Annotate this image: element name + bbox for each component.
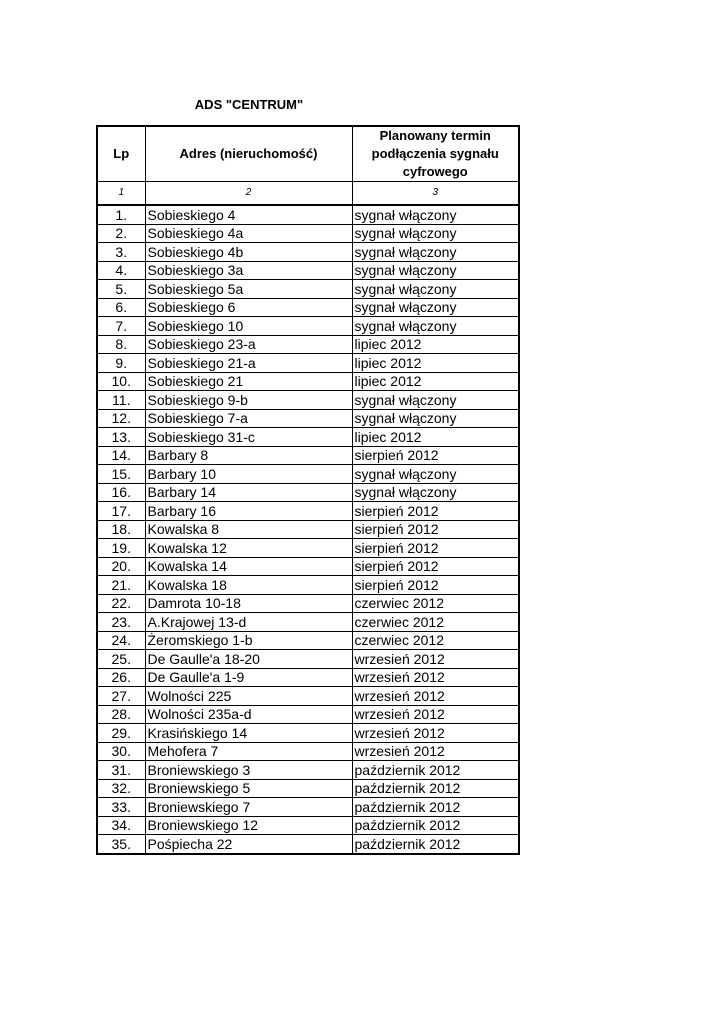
row-number: 34. (97, 816, 145, 835)
row-address: Sobieskiego 6 (145, 298, 352, 317)
table-row (97, 742, 519, 761)
column-number-row (97, 182, 519, 206)
table-row (97, 502, 519, 521)
table-row (97, 446, 519, 465)
table-row (97, 317, 519, 336)
table-row (97, 613, 519, 632)
row-term: sygnał włączony (352, 483, 519, 502)
row-address: Sobieskiego 9-b (145, 391, 352, 410)
row-number: 1. (97, 205, 145, 224)
table-row (97, 779, 519, 798)
row-number: 15. (97, 465, 145, 484)
row-number: 10. (97, 372, 145, 391)
row-term: wrzesień 2012 (352, 705, 519, 724)
row-address: Sobieskiego 21-a (145, 354, 352, 373)
row-number: 13. (97, 428, 145, 447)
table-row (97, 705, 519, 724)
row-number: 3. (97, 243, 145, 262)
row-number: 2. (97, 224, 145, 243)
table-row (97, 631, 519, 650)
row-term: wrzesień 2012 (352, 650, 519, 669)
table-row (97, 724, 519, 743)
row-address: Kowalska 14 (145, 557, 352, 576)
row-term: sygnał włączony (352, 409, 519, 428)
row-address: Sobieskiego 7-a (145, 409, 352, 428)
row-term: czerwiec 2012 (352, 594, 519, 613)
row-term: lipiec 2012 (352, 372, 519, 391)
row-number: 22. (97, 594, 145, 613)
table-row (97, 539, 519, 558)
row-number: 4. (97, 261, 145, 280)
row-number: 26. (97, 668, 145, 687)
table-row (97, 576, 519, 595)
row-address: Wolności 235a-d (145, 705, 352, 724)
table-row (97, 261, 519, 280)
column-number: 3 (352, 182, 519, 206)
table-row (97, 391, 519, 410)
row-address: De Gaulle'a 18-20 (145, 650, 352, 669)
row-term: sierpień 2012 (352, 576, 519, 595)
row-address: Sobieskiego 5a (145, 280, 352, 299)
row-address: Barbary 14 (145, 483, 352, 502)
row-term: wrzesień 2012 (352, 724, 519, 743)
row-number: 31. (97, 761, 145, 780)
row-term: czerwiec 2012 (352, 631, 519, 650)
table-row (97, 798, 519, 817)
row-number: 32. (97, 779, 145, 798)
row-number: 19. (97, 539, 145, 558)
table-row (97, 594, 519, 613)
row-term: sygnał włączony (352, 298, 519, 317)
row-number: 14. (97, 446, 145, 465)
row-number: 20. (97, 557, 145, 576)
row-number: 16. (97, 483, 145, 502)
row-term: sygnał włączony (352, 317, 519, 336)
row-number: 7. (97, 317, 145, 336)
row-address: Barbary 8 (145, 446, 352, 465)
header-lp: Lp (97, 126, 145, 182)
row-term: październik 2012 (352, 761, 519, 780)
row-term: lipiec 2012 (352, 354, 519, 373)
table-row (97, 280, 519, 299)
row-address: Broniewskiego 3 (145, 761, 352, 780)
table-row (97, 205, 519, 224)
row-number: 9. (97, 354, 145, 373)
row-term: sierpień 2012 (352, 502, 519, 521)
row-term: sygnał włączony (352, 205, 519, 224)
row-number: 23. (97, 613, 145, 632)
row-term: lipiec 2012 (352, 335, 519, 354)
table-row (97, 761, 519, 780)
page-title: ADS "CENTRUM" (194, 97, 304, 112)
row-term: sierpień 2012 (352, 557, 519, 576)
row-address: Sobieskiego 21 (145, 372, 352, 391)
row-term: sygnał włączony (352, 224, 519, 243)
row-number: 18. (97, 520, 145, 539)
table-row (97, 483, 519, 502)
row-address: Sobieskiego 10 (145, 317, 352, 336)
table-row (97, 668, 519, 687)
table-row (97, 557, 519, 576)
row-address: Broniewskiego 7 (145, 798, 352, 817)
row-term: wrzesień 2012 (352, 668, 519, 687)
table-row (97, 428, 519, 447)
row-term: sygnał włączony (352, 261, 519, 280)
row-number: 25. (97, 650, 145, 669)
row-address: Sobieskiego 23-a (145, 335, 352, 354)
table-row (97, 298, 519, 317)
table-row (97, 224, 519, 243)
row-number: 6. (97, 298, 145, 317)
row-number: 24. (97, 631, 145, 650)
table-row (97, 465, 519, 484)
row-address: Sobieskiego 31-c (145, 428, 352, 447)
row-term: październik 2012 (352, 779, 519, 798)
row-term: sygnał włączony (352, 243, 519, 262)
header-term: Planowany termin podłączenia sygnału cyfrowego (352, 126, 519, 182)
row-term: sygnał włączony (352, 391, 519, 410)
row-number: 27. (97, 687, 145, 706)
table-row (97, 520, 519, 539)
table-row (97, 409, 519, 428)
table-row (97, 835, 519, 854)
row-number: 28. (97, 705, 145, 724)
row-address: Barbary 10 (145, 465, 352, 484)
row-address: De Gaulle'a 1-9 (145, 668, 352, 687)
header-address: Adres (nieruchomość) (145, 126, 352, 182)
column-number: 2 (145, 182, 352, 206)
row-term: wrzesień 2012 (352, 687, 519, 706)
row-address: Sobieskiego 4b (145, 243, 352, 262)
row-term: październik 2012 (352, 798, 519, 817)
row-address: Sobieskiego 4 (145, 205, 352, 224)
row-term: czerwiec 2012 (352, 613, 519, 632)
table-row (97, 650, 519, 669)
row-number: 12. (97, 409, 145, 428)
row-number: 35. (97, 835, 145, 854)
row-term: sierpień 2012 (352, 520, 519, 539)
row-address: Damrota 10-18 (145, 594, 352, 613)
table-row (97, 372, 519, 391)
row-number: 5. (97, 280, 145, 299)
row-address: Mehofera 7 (145, 742, 352, 761)
table-row (97, 816, 519, 835)
row-address: Kowalska 12 (145, 539, 352, 558)
row-number: 29. (97, 724, 145, 743)
row-number: 11. (97, 391, 145, 410)
row-address: Broniewskiego 12 (145, 816, 352, 835)
row-term: sierpień 2012 (352, 446, 519, 465)
row-term: sygnał włączony (352, 280, 519, 299)
schedule-table (96, 125, 520, 855)
row-term: lipiec 2012 (352, 428, 519, 447)
row-address: Krasińskiego 14 (145, 724, 352, 743)
row-address: Sobieskiego 3a (145, 261, 352, 280)
row-term: październik 2012 (352, 816, 519, 835)
row-number: 8. (97, 335, 145, 354)
row-address: Broniewskiego 5 (145, 779, 352, 798)
table-row (97, 687, 519, 706)
row-address: A.Krajowej 13-d (145, 613, 352, 632)
table-row (97, 354, 519, 373)
table-row (97, 243, 519, 262)
table-header-row (97, 126, 519, 182)
row-address: Pośpiecha 22 (145, 835, 352, 854)
column-number: 1 (97, 182, 145, 206)
row-address: Barbary 16 (145, 502, 352, 521)
row-term: wrzesień 2012 (352, 742, 519, 761)
row-address: Wolności 225 (145, 687, 352, 706)
row-term: sygnał włączony (352, 465, 519, 484)
row-number: 17. (97, 502, 145, 521)
row-address: Sobieskiego 4a (145, 224, 352, 243)
row-address: Kowalska 8 (145, 520, 352, 539)
row-address: Kowalska 18 (145, 576, 352, 595)
table-row (97, 335, 519, 354)
row-term: sierpień 2012 (352, 539, 519, 558)
row-number: 33. (97, 798, 145, 817)
row-number: 21. (97, 576, 145, 595)
row-address: Żeromskiego 1-b (145, 631, 352, 650)
row-number: 30. (97, 742, 145, 761)
row-term: październik 2012 (352, 835, 519, 854)
